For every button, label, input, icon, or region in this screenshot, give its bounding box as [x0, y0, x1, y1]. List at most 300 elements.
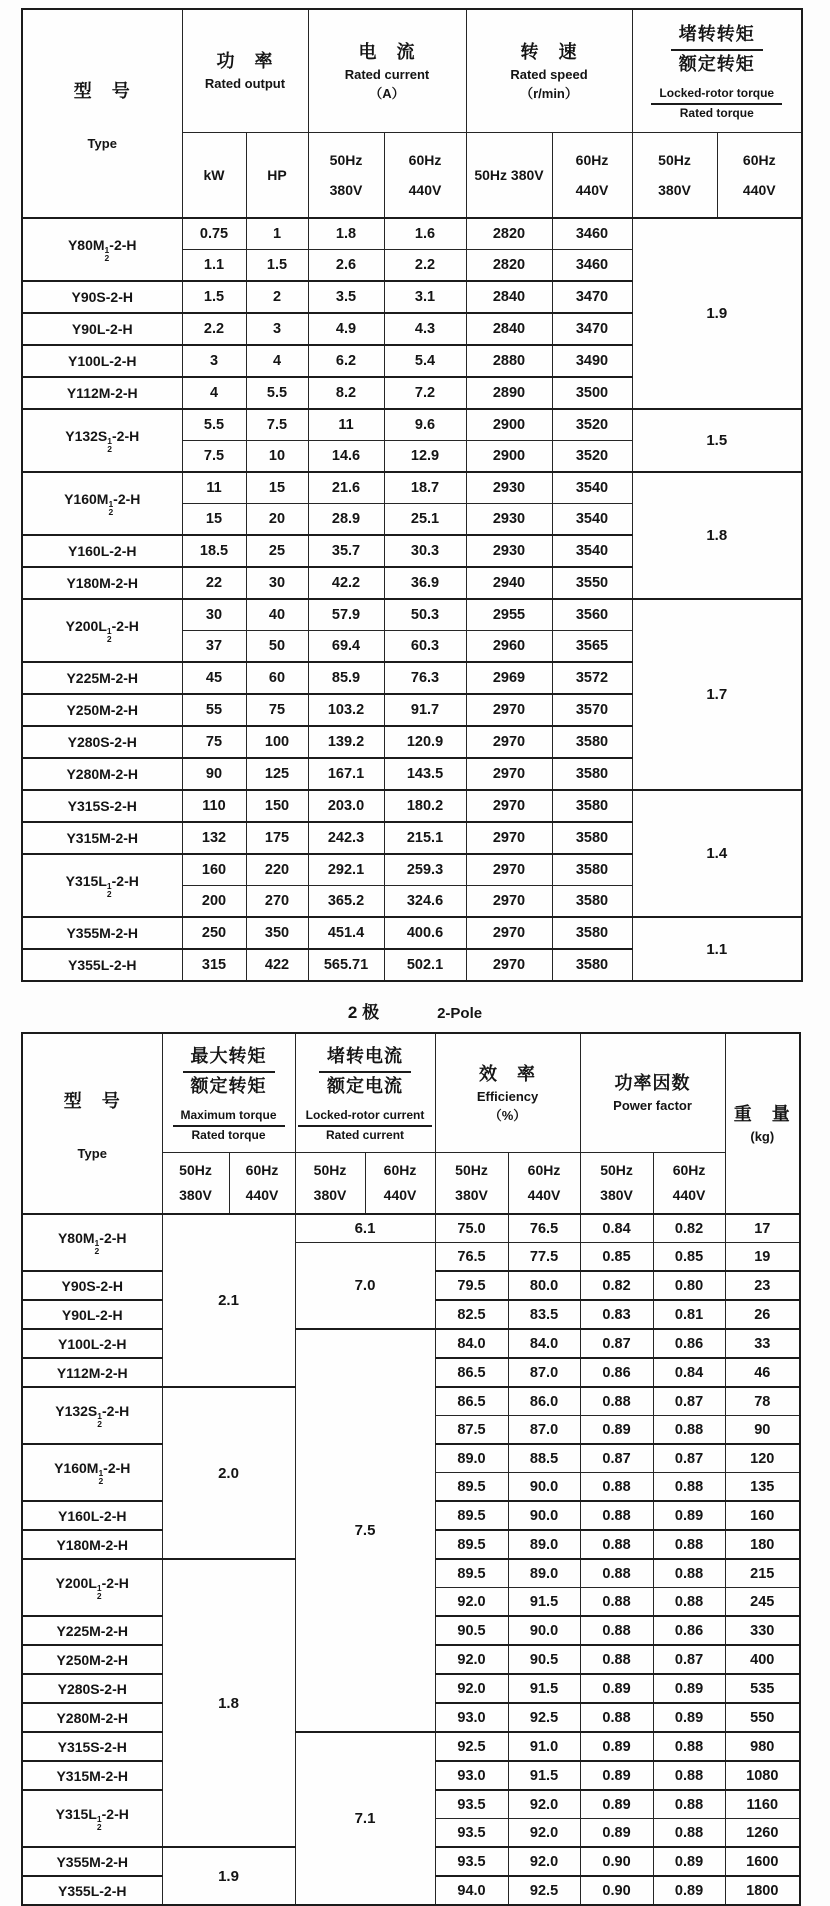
- data-cell: 2840: [466, 281, 552, 313]
- data-cell: 220: [246, 854, 308, 886]
- data-cell: 3: [182, 345, 246, 377]
- data-cell: 100: [246, 726, 308, 758]
- max-torque-ratio-cell: 2.0: [162, 1387, 295, 1559]
- type-label-cell: Y355M-2-H: [22, 917, 182, 949]
- locked-rotor-torque-ratio-cell: 1.1: [632, 917, 802, 981]
- data-cell: 0.81: [653, 1300, 725, 1329]
- data-cell: 3580: [552, 758, 632, 790]
- performance-table-body: [22, 1214, 800, 1905]
- type-column-header: [22, 9, 182, 218]
- type-header-en: Type: [87, 135, 117, 151]
- data-cell: 76.5: [508, 1214, 580, 1243]
- data-cell: 2970: [466, 949, 552, 981]
- data-cell: 3580: [552, 790, 632, 822]
- locked-rotor-torque-ratio-header: 堵转转矩 额定转矩 Locked-rotor torque Rated torque: [632, 9, 802, 133]
- weight-cell: 400: [725, 1645, 800, 1674]
- data-cell: 3.1: [384, 281, 466, 313]
- speed-50hz-subheader: 50Hz 380V: [466, 133, 552, 219]
- data-cell: 18.5: [182, 535, 246, 567]
- data-cell: 0.84: [653, 1358, 725, 1387]
- data-cell: 3572: [552, 662, 632, 694]
- max-torque-ratio-cell: 1.8: [162, 1559, 295, 1847]
- type-header-zh: 型 号: [73, 80, 131, 101]
- data-cell: 6.2: [308, 345, 384, 377]
- locked-rotor-torque-ratio-cell: 1.5: [632, 409, 802, 472]
- data-cell: 0.88: [580, 1501, 653, 1530]
- data-cell: 15: [182, 504, 246, 536]
- data-cell: 8.2: [308, 377, 384, 409]
- data-cell: 3580: [552, 917, 632, 949]
- table-row: [22, 1732, 800, 1761]
- efficiency-50hz-subheader: 50Hz 380V: [435, 1153, 508, 1215]
- data-cell: 4: [182, 377, 246, 409]
- data-cell: 75: [246, 694, 308, 726]
- lrcurrent-60hz-subheader: 60Hz 440V: [365, 1153, 435, 1215]
- weight-cell: 160: [725, 1501, 800, 1530]
- data-cell: 0.87: [653, 1645, 725, 1674]
- type-label-cell: Y355L-2-H: [22, 1876, 162, 1905]
- pole-caption-en: 2-Pole: [437, 1005, 483, 1022]
- data-cell: 5.5: [182, 409, 246, 441]
- data-cell: 91.0: [508, 1732, 580, 1761]
- data-cell: 2.6: [308, 250, 384, 282]
- type-label-cell: Y90L-2-H: [22, 313, 182, 345]
- data-cell: 0.89: [653, 1847, 725, 1876]
- data-cell: 3540: [552, 504, 632, 536]
- data-cell: 10: [246, 441, 308, 473]
- data-cell: 110: [182, 790, 246, 822]
- frame-size-fraction: 1 2: [97, 1410, 103, 1429]
- data-cell: 20: [246, 504, 308, 536]
- data-cell: 200: [182, 886, 246, 918]
- type-label-cell: Y100L-2-H: [22, 345, 182, 377]
- data-cell: 30.3: [384, 535, 466, 567]
- data-cell: 92.5: [508, 1876, 580, 1905]
- data-cell: 2960: [466, 631, 552, 663]
- data-cell: 0.87: [653, 1444, 725, 1473]
- type-label-cell: Y315M-2-H: [22, 1761, 162, 1790]
- data-cell: 2970: [466, 726, 552, 758]
- weight-cell: 135: [725, 1473, 800, 1502]
- weight-cell: 17: [725, 1214, 800, 1243]
- data-cell: 45: [182, 662, 246, 694]
- data-cell: 7.2: [384, 377, 466, 409]
- data-cell: 3565: [552, 631, 632, 663]
- data-cell: 103.2: [308, 694, 384, 726]
- data-cell: 242.3: [308, 822, 384, 854]
- weight-cell: 1080: [725, 1761, 800, 1790]
- data-cell: 5.4: [384, 345, 466, 377]
- data-cell: 125: [246, 758, 308, 790]
- data-cell: 90.5: [508, 1645, 580, 1674]
- data-cell: 3570: [552, 694, 632, 726]
- data-cell: 86.5: [435, 1358, 508, 1387]
- data-cell: 422: [246, 949, 308, 981]
- data-cell: 50.3: [384, 599, 466, 631]
- data-cell: 91.5: [508, 1674, 580, 1703]
- data-cell: 22: [182, 567, 246, 599]
- pole-caption-zh: 2 极: [347, 1003, 380, 1022]
- rated-speed-header: 转 速 Rated speed （r/min）: [466, 9, 632, 133]
- data-cell: 88.5: [508, 1444, 580, 1473]
- weight-cell: 78: [725, 1387, 800, 1416]
- data-cell: 60.3: [384, 631, 466, 663]
- data-cell: 0.88: [580, 1703, 653, 1732]
- data-cell: 315: [182, 949, 246, 981]
- data-cell: 203.0: [308, 790, 384, 822]
- data-cell: 0.75: [182, 218, 246, 250]
- data-cell: 60: [246, 662, 308, 694]
- type-label-cell: Y90S-2-H: [22, 281, 182, 313]
- weight-cell: 1160: [725, 1790, 800, 1819]
- data-cell: 0.86: [653, 1329, 725, 1358]
- data-cell: 57.9: [308, 599, 384, 631]
- data-cell: 79.5: [435, 1271, 508, 1300]
- type-label-cell: Y225M-2-H: [22, 1616, 162, 1645]
- data-cell: 3540: [552, 472, 632, 504]
- data-cell: 84.0: [508, 1329, 580, 1358]
- data-cell: 0.80: [653, 1271, 725, 1300]
- data-cell: 87.0: [508, 1358, 580, 1387]
- frame-size-fraction: 1 2: [107, 435, 113, 454]
- data-cell: 0.88: [580, 1473, 653, 1502]
- data-cell: 2820: [466, 250, 552, 282]
- data-cell: 565.71: [308, 949, 384, 981]
- data-cell: 2970: [466, 790, 552, 822]
- efficiency-header: 效 率 Efficiency （%）: [435, 1033, 580, 1153]
- data-cell: 4.9: [308, 313, 384, 345]
- type-label-cell: Y280S-2-H: [22, 1674, 162, 1703]
- data-cell: 3520: [552, 409, 632, 441]
- type-label-cell: Y315M-2-H: [22, 822, 182, 854]
- weight-cell: 245: [725, 1588, 800, 1617]
- type-label-cell: Y160L-2-H: [22, 535, 182, 567]
- data-cell: 143.5: [384, 758, 466, 790]
- data-cell: 292.1: [308, 854, 384, 886]
- data-cell: 0.89: [580, 1819, 653, 1848]
- data-cell: 3580: [552, 822, 632, 854]
- torque-50hz-subheader: 50Hz 380V: [632, 133, 717, 219]
- data-cell: 94.0: [435, 1876, 508, 1905]
- weight-cell: 1800: [725, 1876, 800, 1905]
- data-cell: 365.2: [308, 886, 384, 918]
- data-cell: 2940: [466, 567, 552, 599]
- rated-current-header: 电 流 Rated current （A）: [308, 9, 466, 133]
- data-cell: 7.5: [246, 409, 308, 441]
- weight-cell: 215: [725, 1559, 800, 1588]
- data-cell: 2900: [466, 441, 552, 473]
- weight-cell: 550: [725, 1703, 800, 1732]
- data-cell: 0.89: [653, 1703, 725, 1732]
- data-cell: 270: [246, 886, 308, 918]
- type-label-cell: Y355L-2-H: [22, 949, 182, 981]
- pf-50hz-subheader: 50Hz 380V: [580, 1153, 653, 1215]
- data-cell: 2955: [466, 599, 552, 631]
- type-label-cell: Y315L 1 2 -2-H: [22, 854, 182, 917]
- rated-output-header: 功 率 Rated output: [182, 9, 308, 133]
- frame-size-fraction: 1 2: [108, 498, 114, 517]
- data-cell: 3.5: [308, 281, 384, 313]
- type-label-cell: Y200L 1 2 -2-H: [22, 599, 182, 662]
- data-cell: 0.82: [580, 1271, 653, 1300]
- data-cell: 2970: [466, 854, 552, 886]
- locked-rotor-torque-ratio-cell: 1.4: [632, 790, 802, 917]
- type-label-cell: Y315S-2-H: [22, 790, 182, 822]
- data-cell: 89.5: [435, 1473, 508, 1502]
- max-torque-ratio-header: 最大转矩 额定转矩 Maximum torque Rated torque: [162, 1033, 295, 1153]
- data-cell: 87.5: [435, 1416, 508, 1445]
- data-cell: 0.88: [653, 1588, 725, 1617]
- data-cell: 75: [182, 726, 246, 758]
- hp-subheader: HP: [246, 133, 308, 219]
- data-cell: 3580: [552, 854, 632, 886]
- table-row: [22, 1329, 800, 1358]
- data-cell: 3550: [552, 567, 632, 599]
- frame-size-fraction: 1 2: [104, 244, 110, 263]
- data-cell: 0.87: [580, 1329, 653, 1358]
- data-cell: 37: [182, 631, 246, 663]
- data-cell: 2970: [466, 917, 552, 949]
- data-cell: 0.88: [580, 1530, 653, 1559]
- data-cell: 0.85: [580, 1243, 653, 1272]
- data-cell: 89.0: [508, 1530, 580, 1559]
- data-cell: 50: [246, 631, 308, 663]
- type-label-cell: Y132S 1 2 -2-H: [22, 409, 182, 472]
- data-cell: 69.4: [308, 631, 384, 663]
- data-cell: 160: [182, 854, 246, 886]
- data-cell: 93.0: [435, 1703, 508, 1732]
- locked-rotor-torque-ratio-cell: 1.7: [632, 599, 802, 790]
- type-label-cell: Y80M 1 2 -2-H: [22, 218, 182, 281]
- data-cell: 35.7: [308, 535, 384, 567]
- data-cell: 3560: [552, 599, 632, 631]
- data-cell: 2900: [466, 409, 552, 441]
- data-cell: 0.89: [653, 1501, 725, 1530]
- weight-header: 重 量 (kg): [725, 1033, 800, 1214]
- weight-cell: 26: [725, 1300, 800, 1329]
- data-cell: 0.88: [580, 1616, 653, 1645]
- type-label-cell: Y160M 1 2 -2-H: [22, 472, 182, 535]
- data-cell: 1.6: [384, 218, 466, 250]
- data-cell: 93.0: [435, 1761, 508, 1790]
- weight-cell: 980: [725, 1732, 800, 1761]
- locked-rotor-current-ratio-cell: 7.0: [295, 1243, 435, 1330]
- data-cell: 400.6: [384, 917, 466, 949]
- type-label-cell: Y200L 1 2 -2-H: [22, 1559, 162, 1616]
- frame-size-fraction: 1 2: [96, 1582, 102, 1601]
- table-row: [22, 917, 802, 949]
- data-cell: 0.86: [653, 1616, 725, 1645]
- data-cell: 1.8: [308, 218, 384, 250]
- data-cell: 76.5: [435, 1243, 508, 1272]
- data-cell: 2970: [466, 822, 552, 854]
- data-cell: 139.2: [308, 726, 384, 758]
- weight-cell: 46: [725, 1358, 800, 1387]
- data-cell: 2.2: [384, 250, 466, 282]
- data-cell: 132: [182, 822, 246, 854]
- data-cell: 90.5: [435, 1616, 508, 1645]
- data-cell: 3540: [552, 535, 632, 567]
- data-cell: 92.5: [435, 1732, 508, 1761]
- data-cell: 0.89: [580, 1732, 653, 1761]
- data-cell: 91.5: [508, 1588, 580, 1617]
- data-cell: 350: [246, 917, 308, 949]
- weight-cell: 535: [725, 1674, 800, 1703]
- max-torque-ratio-cell: 2.1: [162, 1214, 295, 1387]
- data-cell: 90.0: [508, 1616, 580, 1645]
- data-cell: 85.9: [308, 662, 384, 694]
- data-cell: 5.5: [246, 377, 308, 409]
- data-cell: 89.0: [508, 1559, 580, 1588]
- type-label-cell: Y180M-2-H: [22, 1530, 162, 1559]
- data-cell: 92.0: [508, 1790, 580, 1819]
- data-cell: 167.1: [308, 758, 384, 790]
- data-cell: 0.90: [580, 1847, 653, 1876]
- weight-cell: 19: [725, 1243, 800, 1272]
- data-cell: 3490: [552, 345, 632, 377]
- data-cell: 92.0: [508, 1847, 580, 1876]
- data-cell: 0.88: [580, 1645, 653, 1674]
- type-label-cell: Y280M-2-H: [22, 758, 182, 790]
- data-cell: 77.5: [508, 1243, 580, 1272]
- motor-performance-table: [21, 1032, 801, 1906]
- data-cell: 90.0: [508, 1501, 580, 1530]
- data-cell: 180.2: [384, 790, 466, 822]
- data-cell: 2930: [466, 535, 552, 567]
- data-cell: 14.6: [308, 441, 384, 473]
- data-cell: 2930: [466, 472, 552, 504]
- data-cell: 89.5: [435, 1530, 508, 1559]
- data-cell: 9.6: [384, 409, 466, 441]
- type-label-cell: Y225M-2-H: [22, 662, 182, 694]
- data-cell: 25: [246, 535, 308, 567]
- data-cell: 0.89: [580, 1761, 653, 1790]
- data-cell: 250: [182, 917, 246, 949]
- data-cell: 3460: [552, 218, 632, 250]
- data-cell: 92.0: [435, 1588, 508, 1617]
- maxtorque-60hz-subheader: 60Hz 440V: [229, 1153, 295, 1215]
- data-cell: 502.1: [384, 949, 466, 981]
- data-cell: 324.6: [384, 886, 466, 918]
- data-cell: 28.9: [308, 504, 384, 536]
- speed-60hz-subheader: 60Hz 440V: [552, 133, 632, 219]
- data-cell: 0.87: [580, 1444, 653, 1473]
- data-cell: 21.6: [308, 472, 384, 504]
- data-cell: 55: [182, 694, 246, 726]
- data-cell: 3460: [552, 250, 632, 282]
- data-cell: 90.0: [508, 1473, 580, 1502]
- lrcurrent-50hz-subheader: 50Hz 380V: [295, 1153, 365, 1215]
- table-row: [22, 599, 802, 631]
- max-torque-ratio-cell: 1.9: [162, 1847, 295, 1905]
- data-cell: 2890: [466, 377, 552, 409]
- data-cell: 0.88: [580, 1559, 653, 1588]
- data-cell: 0.88: [580, 1588, 653, 1617]
- weight-cell: 1600: [725, 1847, 800, 1876]
- data-cell: 2970: [466, 758, 552, 790]
- data-cell: 30: [246, 567, 308, 599]
- efficiency-60hz-subheader: 60Hz 440V: [508, 1153, 580, 1215]
- pole-caption: [0, 998, 830, 1026]
- weight-cell: 330: [725, 1616, 800, 1645]
- frame-size-fraction: 1 2: [94, 1237, 100, 1256]
- type-label-cell: Y280S-2-H: [22, 726, 182, 758]
- type-label-cell: Y315L 1 2 -2-H: [22, 1790, 162, 1847]
- data-cell: 86.0: [508, 1387, 580, 1416]
- motor-ratings-table: [21, 8, 803, 982]
- data-cell: 93.5: [435, 1819, 508, 1848]
- data-cell: 4.3: [384, 313, 466, 345]
- locked-rotor-current-ratio-header: 堵转电流 额定电流 Locked-rotor current Rated current: [295, 1033, 435, 1153]
- data-cell: 87.0: [508, 1416, 580, 1445]
- data-cell: 3580: [552, 949, 632, 981]
- data-cell: 2930: [466, 504, 552, 536]
- data-cell: 15: [246, 472, 308, 504]
- data-cell: 0.88: [580, 1387, 653, 1416]
- data-cell: 92.0: [435, 1645, 508, 1674]
- data-cell: 76.3: [384, 662, 466, 694]
- data-cell: 42.2: [308, 567, 384, 599]
- data-cell: 0.88: [653, 1819, 725, 1848]
- torque-60hz-subheader: 60Hz 440V: [717, 133, 802, 219]
- data-cell: 30: [182, 599, 246, 631]
- type-label-cell: Y160M 1 2 -2-H: [22, 1444, 162, 1501]
- data-cell: 1.5: [182, 281, 246, 313]
- weight-cell: 120: [725, 1444, 800, 1473]
- data-cell: 2.2: [182, 313, 246, 345]
- data-cell: 1.5: [246, 250, 308, 282]
- type-label-cell: Y180M-2-H: [22, 567, 182, 599]
- type-label-cell: Y112M-2-H: [22, 1358, 162, 1387]
- data-cell: 0.88: [653, 1416, 725, 1445]
- power-factor-header: 功率因数 Power factor: [580, 1033, 725, 1153]
- table-row: [22, 1214, 800, 1243]
- table-row: [22, 472, 802, 504]
- data-cell: 86.5: [435, 1387, 508, 1416]
- data-cell: 2: [246, 281, 308, 313]
- type-label-cell: Y132S 1 2 -2-H: [22, 1387, 162, 1444]
- type-label-cell: Y90L-2-H: [22, 1300, 162, 1329]
- data-cell: 93.5: [435, 1790, 508, 1819]
- data-cell: 0.87: [653, 1387, 725, 1416]
- data-cell: 7.5: [182, 441, 246, 473]
- weight-cell: 90: [725, 1416, 800, 1445]
- weight-cell: 23: [725, 1271, 800, 1300]
- data-cell: 0.89: [653, 1876, 725, 1905]
- data-cell: 2820: [466, 218, 552, 250]
- data-cell: 0.88: [653, 1473, 725, 1502]
- data-cell: 259.3: [384, 854, 466, 886]
- data-cell: 89.0: [435, 1444, 508, 1473]
- table-row: [22, 790, 802, 822]
- table-row: [22, 218, 802, 250]
- data-cell: 11: [182, 472, 246, 504]
- table-row: [22, 409, 802, 441]
- data-cell: 0.88: [653, 1559, 725, 1588]
- frame-size-fraction: 1 2: [106, 880, 112, 899]
- data-cell: 0.89: [580, 1416, 653, 1445]
- data-cell: 92.0: [508, 1819, 580, 1848]
- data-cell: 84.0: [435, 1329, 508, 1358]
- data-cell: 451.4: [308, 917, 384, 949]
- data-cell: 92.5: [508, 1703, 580, 1732]
- data-cell: 2880: [466, 345, 552, 377]
- data-cell: 0.84: [580, 1214, 653, 1243]
- data-cell: 91.5: [508, 1761, 580, 1790]
- data-cell: 0.88: [653, 1732, 725, 1761]
- data-cell: 175: [246, 822, 308, 854]
- locked-rotor-current-ratio-cell: 7.5: [295, 1329, 435, 1732]
